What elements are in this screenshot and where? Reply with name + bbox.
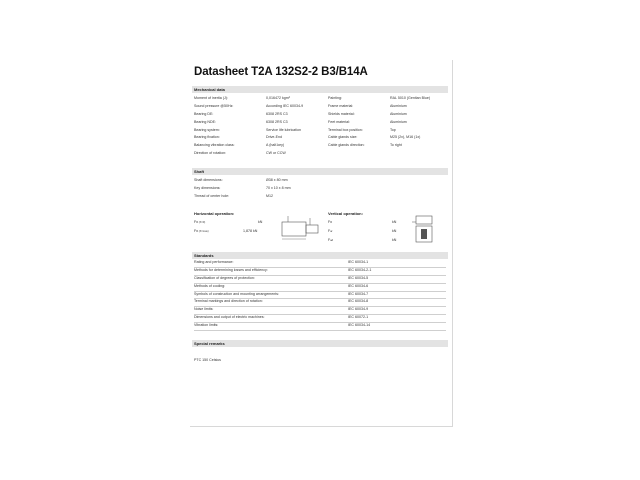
table-row: Dimensions and output of electric machines: IEC 60072-1	[194, 315, 446, 323]
table-row: Bearing DE: 6308 2RS C3 Shields material: Aluminium	[194, 111, 407, 116]
vertical-operation-heading: Vertical operation:	[328, 211, 363, 216]
table-row: Balancing vibration class: A (half-key) Cable glands direction: To right	[194, 143, 402, 148]
vertical-fad-unit: kN	[392, 238, 397, 242]
page-title: Datasheet T2A 132S2-2 B3/B14A	[194, 66, 368, 78]
table-row: Bearing fixation: Drive-End Cable glands size: M25 (2x), M16 (1x)	[194, 135, 421, 140]
table-row: Rating and performance: IEC 60034-1	[194, 260, 446, 268]
table-row: Bearing NDE: 6308 2RS C3 Feet material: Aluminium	[194, 119, 407, 124]
vertical-far-unit: kN	[392, 229, 397, 233]
shaft-table	[194, 177, 446, 201]
section-header-standards: Standards	[192, 252, 448, 259]
mechanical-table	[194, 95, 446, 158]
table-row: Thread of center hole: M12	[194, 193, 273, 198]
fr-xmax-value: 1,878 kN	[243, 229, 258, 233]
table-row: Noise limits: IEC 60034-9	[194, 307, 446, 315]
datasheet-page	[190, 60, 453, 427]
horizontal-operation-heading: Horizontal operation:	[194, 211, 235, 216]
fr-x0-unit: kN	[258, 220, 263, 224]
table-row: Symbols of construction and mounting arrangements: IEC 60034-7	[194, 292, 446, 300]
section-header-mechanical: Mechanical data	[192, 86, 448, 93]
table-row: Shaft dimensions: Ø38 x 80 mm	[194, 178, 288, 182]
table-row: Key dimensions: 70 x 10 x 8 mm	[194, 185, 291, 190]
table-row: Direction of rotation: CW or CCW	[194, 151, 286, 156]
table-row: Bearing system: Service life lubrication Terminal box position: Top	[194, 127, 396, 132]
table-row: Vibration limits: IEC 60034-14	[194, 323, 446, 331]
table-row: Sound pressure @50Hz: According IEC 60034-9 Frame material: Aluminium	[194, 103, 407, 108]
vertical-load-diagram	[408, 212, 442, 246]
shaft-load-diagram	[278, 212, 322, 244]
vertical-fr-unit: kN	[392, 220, 397, 224]
table-row: Moment of inertia (J): 0,016472 kgm² Painting: RAL 5010 (Gentian Blue)	[194, 96, 431, 100]
vertical-fad-label: Fad	[328, 238, 334, 242]
table-row: Methods of cooling: IEC 60034-6	[194, 284, 446, 292]
fr-x0-label: FR (X=0)	[194, 220, 206, 224]
section-header-shaft: Shaft	[192, 168, 448, 175]
fr-xmax-label: FR (X=max)	[194, 229, 209, 233]
table-row: Terminal markings and direction of rotation: IEC 60034-8	[194, 299, 446, 307]
vertical-far-label: Far	[328, 229, 333, 233]
table-row: Methods for determining losses and efficiency: IEC 60034-2-1	[194, 268, 446, 276]
standards-table	[194, 260, 446, 331]
remark-text: PTC 150 Celsius	[194, 358, 221, 362]
vertical-fr-label: FR	[328, 220, 333, 224]
table-row: Classification of degrees of protection: IEC 60034-5	[194, 276, 446, 284]
section-header-remarks: Special remarks	[192, 340, 448, 347]
